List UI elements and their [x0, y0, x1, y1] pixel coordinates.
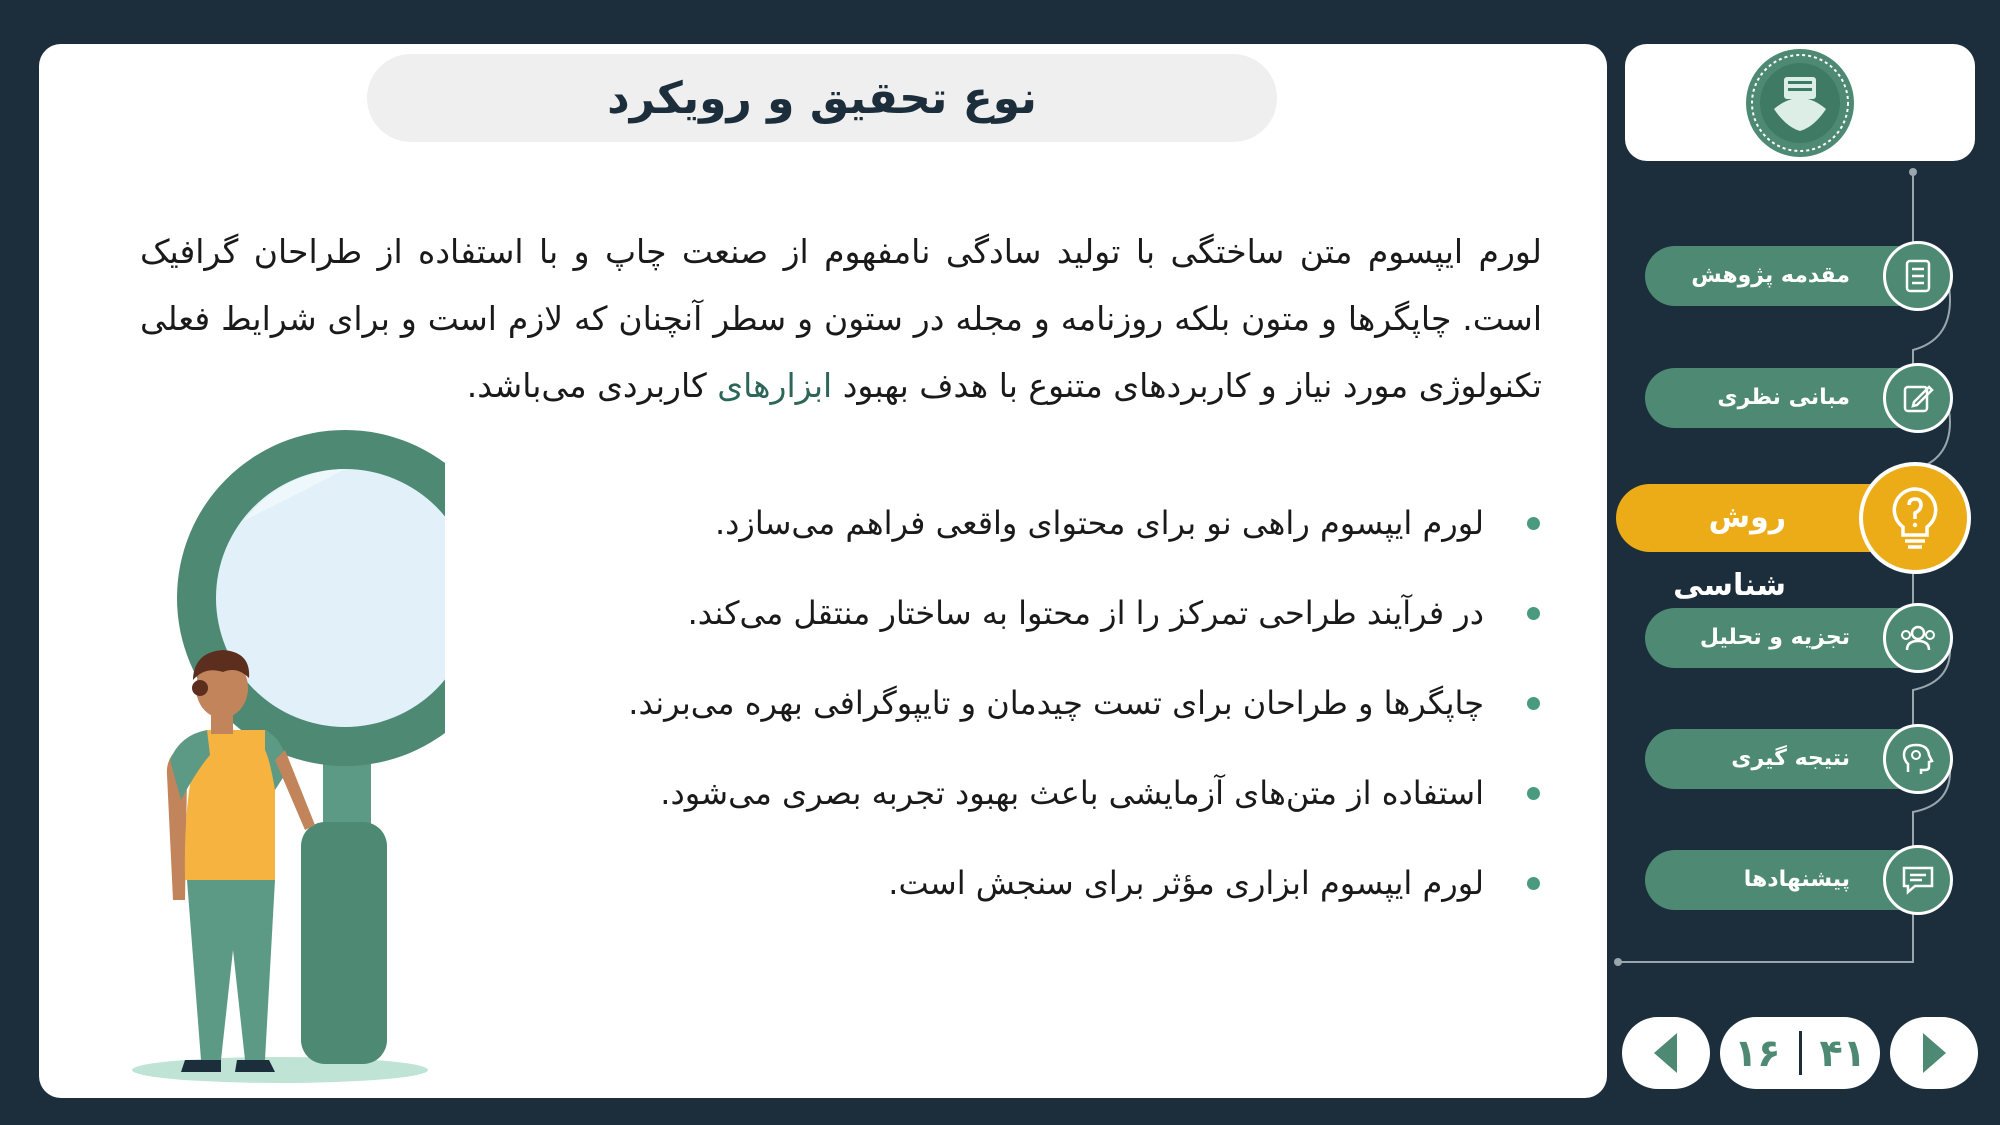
bullet-item — [520, 758, 1540, 848]
nav-item-label: روش شناسی — [1673, 500, 1786, 603]
nav-item-label: مقدمه پژوهش — [1691, 263, 1850, 288]
bullet-list — [520, 488, 1540, 938]
intro-text: لورم ایپسوم متن ساختگی با تولید سادگی نامفهوم از صنعت چاپ و با استفاده از طراحان گرافیک است. چاپگرها و متون بلکه روزنامه و مجله در ستون و سطر آنچنان که لازم است و برای شرایط فعلی تکنولوژی مورد نیاز و کاربردهای متنوع با هدف بهبود — [140, 232, 1542, 405]
logo-card — [1625, 44, 1975, 161]
magnifier-person-illustration — [125, 430, 445, 1090]
nav-item-conclusion[interactable] — [1645, 729, 1945, 789]
triangle-left-icon — [1651, 1031, 1681, 1075]
bullet-text: لورم ایپسوم ابزاری مؤثر برای سنجش است. — [888, 864, 1484, 902]
nav-item-suggestions[interactable] — [1645, 850, 1945, 910]
group-icon — [1883, 603, 1953, 673]
bullet-dot-icon — [1527, 787, 1540, 800]
bullet-item — [520, 488, 1540, 578]
slide-title-pill — [367, 54, 1277, 142]
page-separator — [1799, 1031, 1802, 1075]
edit-icon — [1883, 363, 1953, 433]
bullet-text: لورم ایپسوم راهی نو برای محتوای واقعی فراهم می‌سازد. — [714, 504, 1484, 542]
bullet-text: چاپگرها و طراحان برای تست چیدمان و تایپوگرافی بهره می‌برند. — [628, 684, 1484, 722]
bullet-item — [520, 848, 1540, 938]
nav-item-theory[interactable] — [1645, 368, 1945, 428]
current-page-number: ۱۶ — [1734, 1031, 1781, 1075]
bullet-item — [520, 668, 1540, 758]
bullet-dot-icon — [1527, 517, 1540, 530]
page-indicator — [1720, 1017, 1880, 1089]
prev-page-button[interactable] — [1622, 1017, 1710, 1089]
bullet-item — [520, 578, 1540, 668]
nav-item-methodology[interactable] — [1616, 484, 1906, 603]
bullet-dot-icon — [1527, 697, 1540, 710]
head-idea-icon — [1883, 724, 1953, 794]
university-seal-icon — [1744, 47, 1856, 159]
next-page-button[interactable] — [1890, 1017, 1978, 1089]
nav-item-label: مبانی نظری — [1717, 385, 1850, 410]
nav-item-label: نتیجه گیری — [1731, 746, 1850, 771]
bullet-dot-icon — [1527, 877, 1540, 890]
bullet-text: در فرآیند طراحی تمرکز را از محتوا به ساختار منتقل می‌کند. — [687, 594, 1484, 632]
intro-paragraph — [140, 218, 1542, 419]
slide-title: نوع تحقیق و رویکرد — [607, 72, 1037, 124]
intro-highlight: ابزارهای — [717, 366, 833, 405]
lightbulb-icon — [1859, 462, 1971, 574]
nav-item-label: تجزیه و تحلیل — [1699, 625, 1850, 650]
nav-item-label: پیشنهادها — [1743, 867, 1850, 892]
nav-item-introduction[interactable] — [1645, 246, 1945, 306]
document-icon — [1883, 241, 1953, 311]
total-page-number: ۴۱ — [1819, 1031, 1866, 1075]
bullet-dot-icon — [1527, 607, 1540, 620]
intro-end: کاربردی می‌باشد. — [466, 366, 707, 405]
bullet-text: استفاده از متن‌های آزمایشی باعث بهبود تجربه بصری می‌شود. — [660, 774, 1484, 812]
nav-item-analysis[interactable] — [1645, 608, 1945, 668]
triangle-right-icon — [1919, 1031, 1949, 1075]
chat-icon — [1883, 845, 1953, 915]
